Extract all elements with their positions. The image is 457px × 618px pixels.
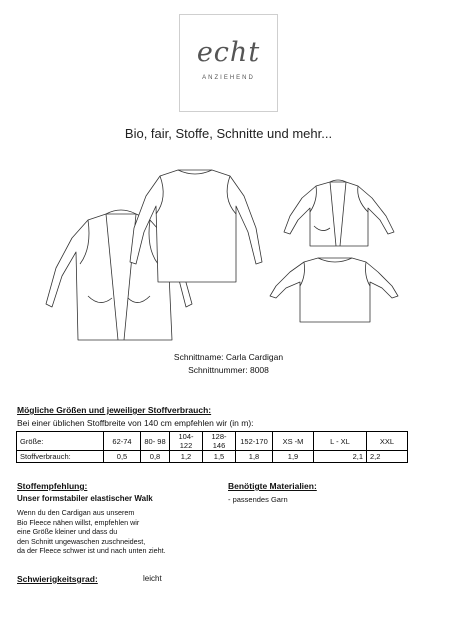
- tagline: Bio, fair, Stoffe, Schnitte und mehr...: [124, 126, 333, 141]
- table-cell: 0,8: [141, 451, 170, 463]
- table-cell: 1,8: [236, 451, 273, 463]
- table-cell: 1,9: [273, 451, 314, 463]
- logo-wordmark: echt: [196, 37, 261, 68]
- table-cell: 1,2: [170, 451, 203, 463]
- row-label: Größe:: [17, 432, 104, 451]
- difficulty-label: Schwierigkeitsgrad:: [17, 574, 98, 584]
- paragraph-line: Wenn du den Cardigan aus unserem: [17, 508, 135, 517]
- cardigan-short-sketch: [284, 180, 394, 246]
- materials-item: - passendes Garn: [228, 495, 288, 504]
- paragraph-line: da der Fleece schwer ist und nach unten zieht.: [17, 546, 166, 556]
- paragraph-line: Bio Fleece nähen willst, empfehlen wir: [17, 517, 140, 527]
- table-cell: 80- 98: [141, 432, 170, 451]
- logo-subtitle: ANZIEHEND: [202, 75, 255, 81]
- row-label: Stoffverbrauch:: [17, 451, 104, 463]
- fabric-subtitle: Unser formstabiler elastischer Walk: [17, 494, 153, 503]
- fabric-title: Stoffempfehlung:: [17, 481, 88, 491]
- table-cell: 1,5: [203, 451, 236, 463]
- cardigan-short-back-sketch: [270, 258, 398, 322]
- table-cell: 62-74: [104, 432, 141, 451]
- pattern-name: Schnittname: Carla Cardigan: [173, 352, 284, 362]
- table-cell: 152-170: [236, 432, 273, 451]
- table-row: [17, 451, 408, 463]
- sizes-subtitle: Bei einer üblichen Stoffbreite von 140 cm empfehlen wir (in m):: [17, 418, 254, 428]
- table-cell: 128-146: [203, 432, 236, 451]
- materials-title: Benötigte Materialien:: [228, 481, 317, 491]
- table-cell: XS -M: [273, 432, 314, 451]
- sizes-table: [16, 431, 408, 463]
- fabric-paragraph: [17, 508, 166, 556]
- table-cell: 104-122: [170, 432, 203, 451]
- paragraph-line: den Schnitt ungewaschen zuschneidest,: [17, 536, 146, 546]
- table-cell: 2,1: [314, 451, 367, 463]
- table-row: [17, 432, 408, 451]
- difficulty-value: leicht: [143, 574, 162, 583]
- paragraph-line: eine Größe kleiner und dass du: [17, 527, 118, 537]
- table-cell: L - XL: [314, 432, 367, 451]
- table-cell: 0,5: [104, 451, 141, 463]
- pattern-number: Schnittnummer: 8008: [188, 365, 269, 375]
- table-cell: 2,2: [367, 451, 408, 463]
- table-cell: XXL: [367, 432, 408, 451]
- sizes-title: Mögliche Größen und jeweiliger Stoffverbrauch:: [17, 405, 212, 415]
